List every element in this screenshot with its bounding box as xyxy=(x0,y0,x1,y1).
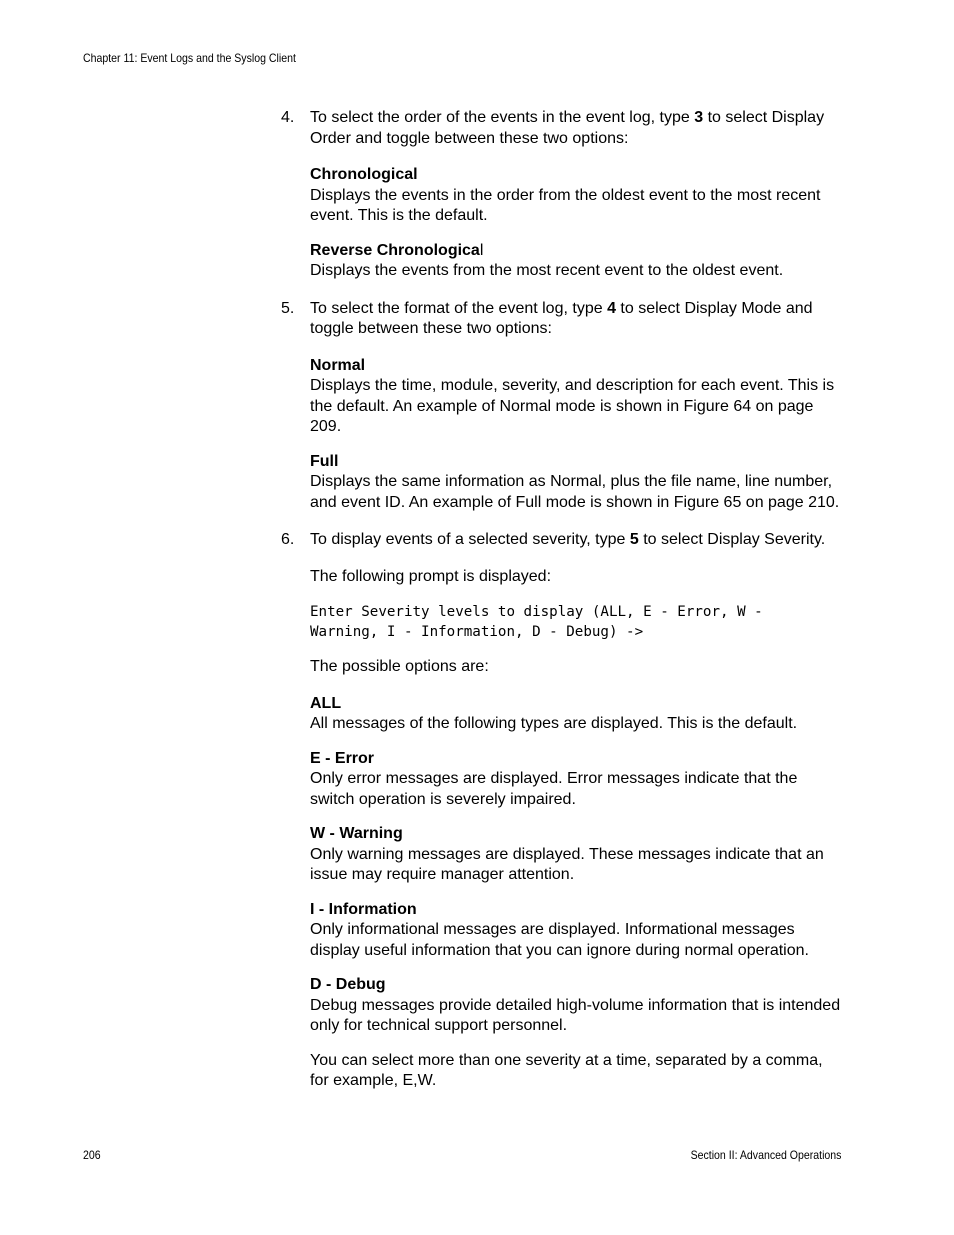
option-normal xyxy=(310,356,845,438)
step-5 xyxy=(281,299,845,340)
option-description: Only informational messages are displayed. Informational messages display useful information that you can ignore during normal operation. xyxy=(310,921,809,959)
option-title: W - Warning xyxy=(310,825,403,842)
option-title: Chronological xyxy=(310,166,418,183)
option-title: I - Information xyxy=(310,900,417,918)
step-number: 5. xyxy=(281,299,295,317)
option-title: E - Error xyxy=(310,749,375,767)
step-6 xyxy=(281,530,845,551)
step-4 xyxy=(281,108,845,149)
step-number: 6. xyxy=(281,531,295,548)
closing-note: You can select more than one severity at a time, separated by a comma, for example, E,W. xyxy=(310,1051,823,1089)
option-description: Only error messages are displayed. Error messages indicate that the switch operation is severely impaired. xyxy=(310,770,798,808)
option-warning xyxy=(310,824,845,886)
option-title: Full xyxy=(310,452,339,470)
option-description: Displays the time, module, severity, and description for each event. This is the default. An example of Normal mode is shown in Figure 64 on page 209. xyxy=(310,377,835,435)
option-title: Normal xyxy=(310,356,366,374)
option-description: Displays the same information as Normal, plus the file name, line number, and event ID. An example of Full mode is shown in Figure 65 on page 210. xyxy=(310,473,840,511)
option-title: Reverse Chronological xyxy=(310,241,484,259)
option-title: ALL xyxy=(310,694,342,712)
option-debug xyxy=(310,975,845,1037)
option-description: Displays the events from the most recent event to the oldest event. xyxy=(310,262,784,279)
page-number: 206 xyxy=(83,1148,101,1162)
option-description: Debug messages provide detailed high-volume information that is intended only for technical support personnel. xyxy=(310,996,841,1034)
step-text: To display events of a selected severity, type 5 to select Display Severity. xyxy=(310,531,826,548)
section-title: Section II: Advanced Operations xyxy=(690,1148,841,1162)
prompt-code: Enter Severity levels to display (ALL, E - Error, W - Warning, I - Information, D - Debug) -> xyxy=(310,604,763,640)
option-all xyxy=(310,694,845,735)
running-header: Chapter 11: Event Logs and the Syslog Client xyxy=(83,51,296,65)
step-number: 4. xyxy=(281,109,295,126)
key-label: 3 xyxy=(694,109,704,126)
key-label: 5 xyxy=(629,531,639,548)
option-information xyxy=(310,900,845,962)
options-intro: The possible options are: xyxy=(310,658,489,675)
step-text: To select the order of the events in the event log, type 3 to select Display Order and toggle between these two options: xyxy=(310,109,825,147)
option-error xyxy=(310,749,845,811)
option-chronological xyxy=(310,165,845,227)
option-description: Only warning messages are displayed. These messages indicate that an issue may require manager attention. xyxy=(310,845,824,883)
option-description: Displays the events in the order from the oldest event to the most recent event. This is the default. xyxy=(310,186,821,224)
step-text: To select the format of the event log, type 4 to select Display Mode and toggle between these two options: xyxy=(310,299,813,337)
option-title: D - Debug xyxy=(310,976,386,993)
option-full xyxy=(310,452,845,514)
option-description: All messages of the following types are displayed. This is the default. xyxy=(310,715,798,732)
option-reverse-chronological xyxy=(310,241,845,282)
key-label: 4 xyxy=(607,299,616,317)
page-content xyxy=(281,108,845,1108)
prompt-intro: The following prompt is displayed: xyxy=(310,567,552,585)
